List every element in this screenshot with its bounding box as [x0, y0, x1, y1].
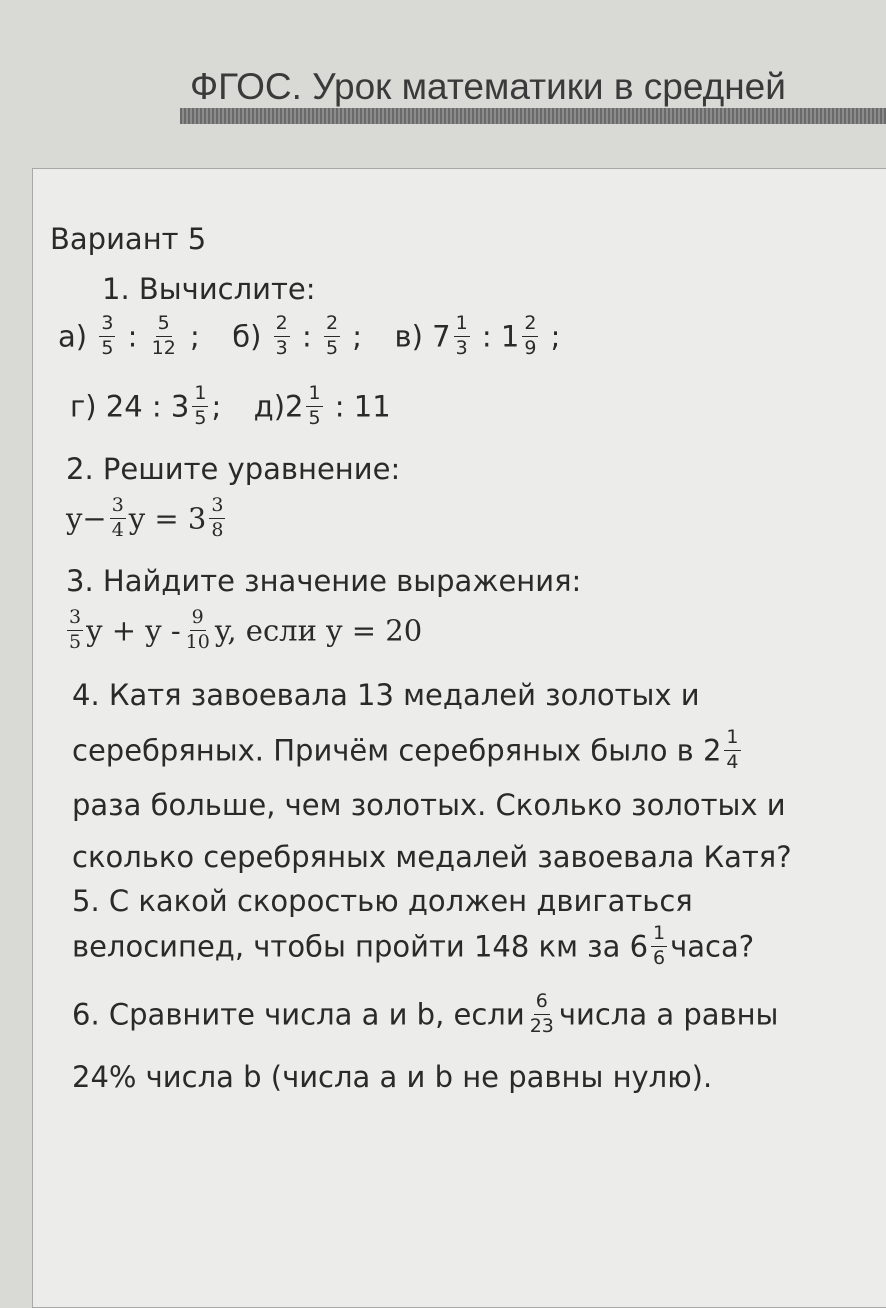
variant-title: Вариант 5: [50, 222, 207, 256]
task1-row1: а) $\frac{3}{5}$ : $\frac{5}{12}$ ; б) $\frac{2}{3}$ : $\frac{2}{5}$ ; в) 7 $\frac{1}{3}$ : 1 $\frac{2}{9}$ ;: [58, 312, 561, 359]
task3-title: 3. Найдите значение выражения:: [66, 564, 582, 598]
task1-title: 1. Вычислите:: [102, 272, 316, 306]
task4-line4: сколько серебряных медалей завоевала Катя?: [72, 840, 792, 874]
task1-g-label: г): [70, 389, 97, 424]
fraction: $\frac{2}{5}$: [325, 312, 339, 359]
header-rule: [180, 108, 886, 124]
fraction: $\frac{1}{4}$: [726, 726, 739, 773]
task2-equation: y− $\frac{3}{4}$ y = 3 $\frac{3}{8}$: [66, 494, 224, 541]
task5-line2: велосипед, чтобы пройти 148 км за 6 $\frac{1}{6}$ часа?: [72, 922, 755, 969]
task4-line1: 4. Катя завоевала 13 медалей золотых и: [72, 678, 700, 712]
fraction: $\frac{9}{10}$: [185, 606, 210, 653]
fraction: $\frac{3}{5}$: [69, 606, 82, 653]
fraction: $\frac{6}{23}$: [529, 990, 554, 1037]
fraction: $\frac{1}{5}$: [308, 382, 321, 429]
fraction: $\frac{2}{3}$: [275, 312, 288, 359]
fraction: $\frac{5}{12}$: [151, 312, 176, 359]
fraction: $\frac{3}{5}$: [101, 312, 114, 359]
fraction: $\frac{1}{5}$: [194, 382, 207, 429]
task1-v-label: в): [394, 319, 423, 354]
header-title: ФГОС. Урок математики в средней: [190, 66, 786, 107]
task5-line1: 5. С какой скоростью должен двигаться: [72, 884, 693, 918]
task3-expression: $\frac{3}{5}$ y + y - $\frac{9}{10}$ y, если y = 20: [69, 606, 423, 653]
task1-a-label: а): [58, 319, 88, 354]
fraction: $\frac{1}{6}$: [653, 922, 666, 969]
task1-row2: г) 24 : 3 $\frac{1}{5}$ ; д)2 $\frac{1}{5}$ : 11: [70, 382, 391, 429]
task6-line2: 24% числа b (числа a и b не равны нулю).: [72, 1060, 713, 1094]
fraction: $\frac{1}{3}$: [455, 312, 468, 359]
fraction: $\frac{3}{8}$: [211, 494, 224, 541]
task2-title: 2. Решите уравнение:: [66, 452, 401, 486]
fraction: $\frac{3}{4}$: [111, 494, 124, 541]
task1-b-label: б): [232, 319, 262, 354]
task6-line1: 6. Сравните числа a и b, если $\frac{6}{23}$ числа a равны: [72, 990, 779, 1037]
task1-d-label: д)2: [253, 389, 304, 424]
task4-line2: серебряных. Причём серебряных было в 2 $\frac{1}{4}$: [72, 726, 739, 773]
fraction: $\frac{2}{9}$: [524, 312, 537, 359]
task4-line3: раза больше, чем золотых. Сколько золотых и: [72, 788, 786, 822]
